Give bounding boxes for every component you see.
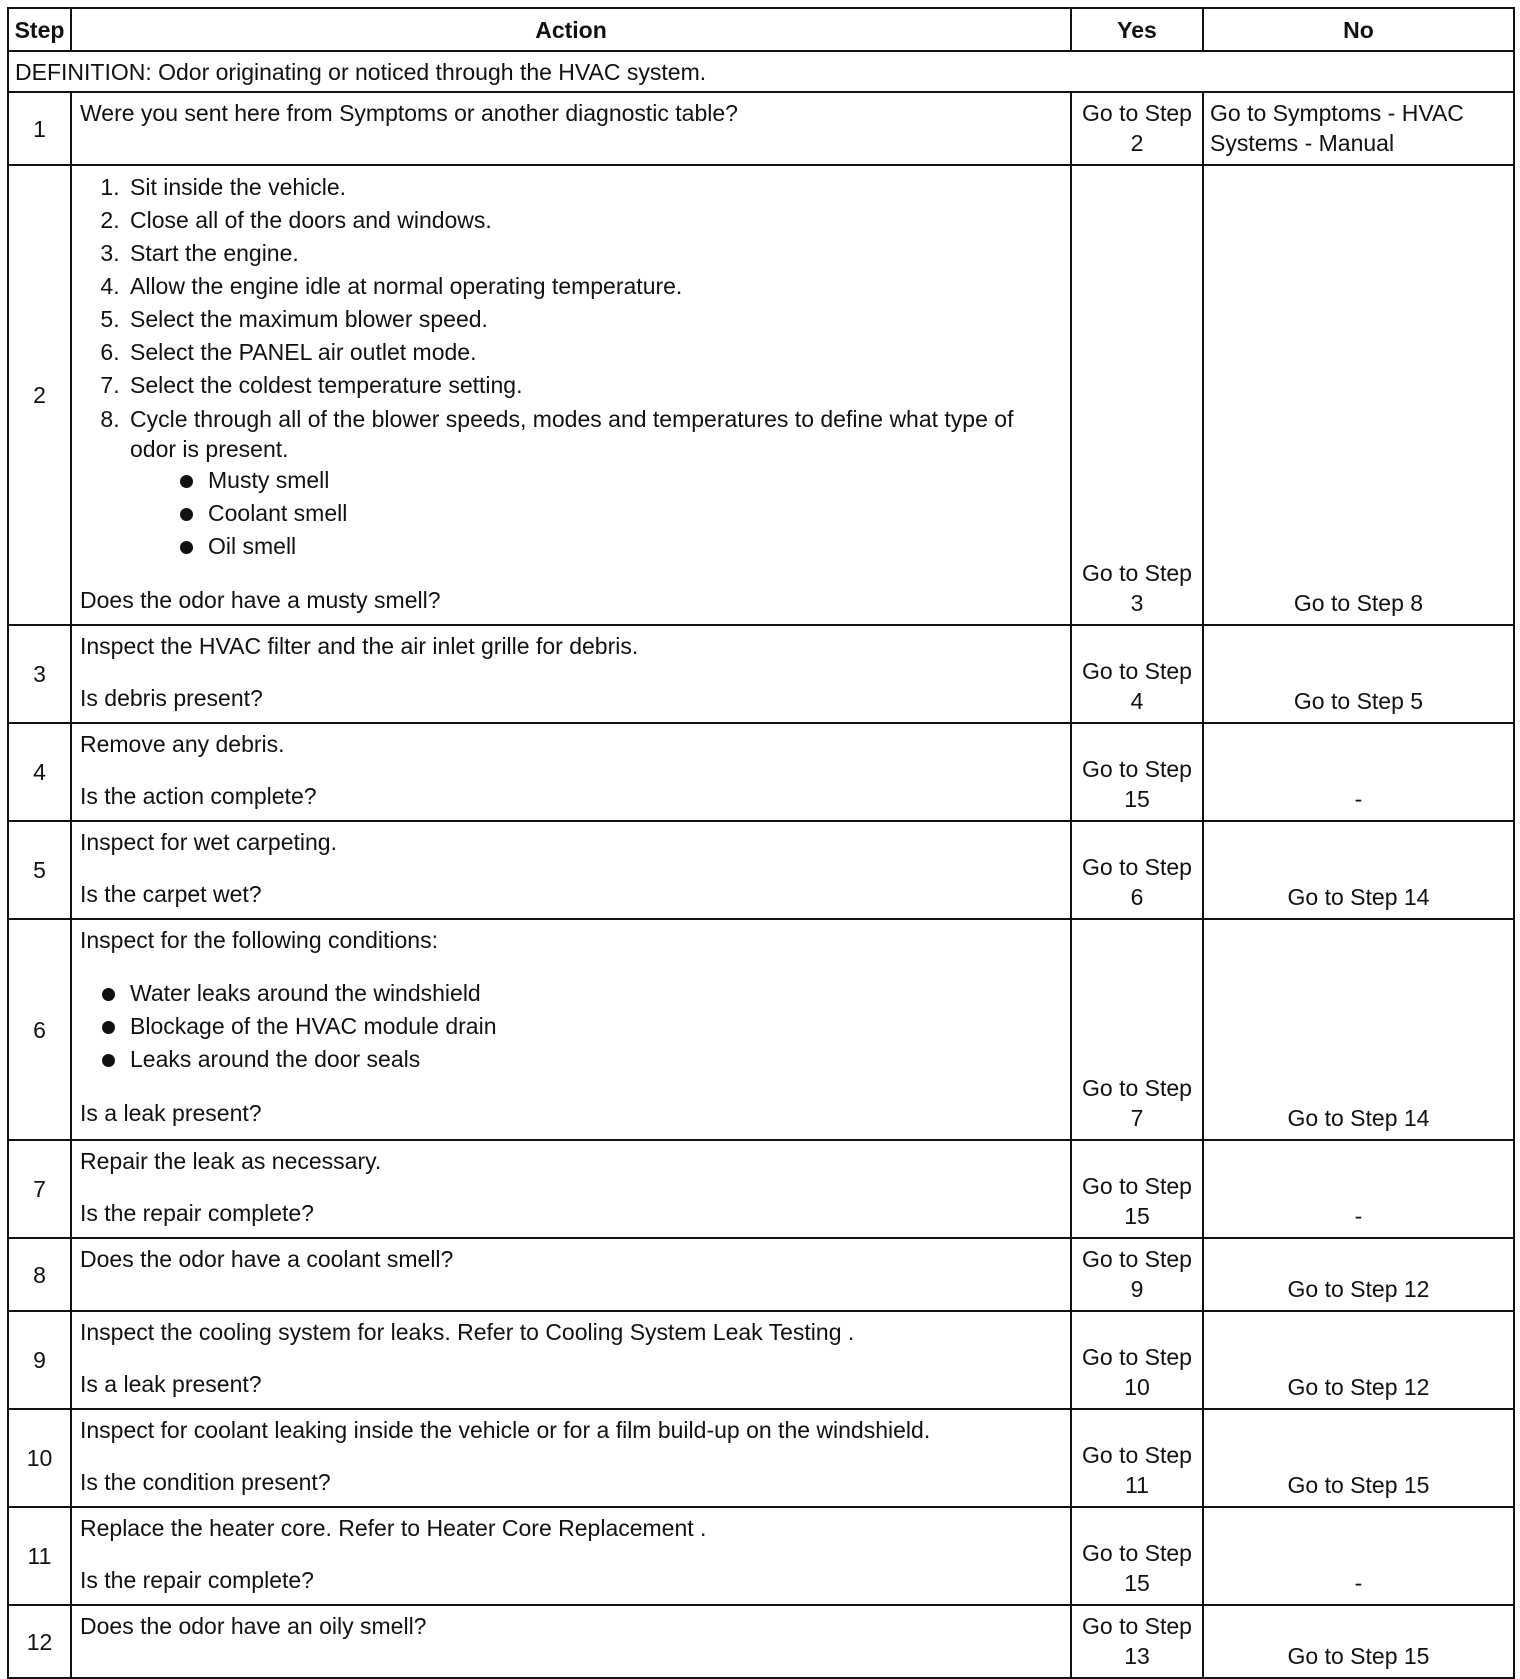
action-text: Inspect for the following conditions: (80, 927, 438, 953)
header-action: Action (71, 8, 1071, 51)
step-number: 1 (8, 92, 71, 165)
no-cell: Go to Step 14 (1203, 821, 1514, 919)
step-number: 6 (8, 919, 71, 1140)
step-number: 12 (8, 1605, 71, 1678)
step-number: 8 (8, 1238, 71, 1311)
question-text: Is the carpet wet? (80, 881, 262, 907)
yes-cell: Go to Step 9 (1071, 1238, 1203, 1311)
condition-list (80, 977, 1064, 1076)
no-cell: Go to Step 8 (1203, 165, 1514, 625)
yes-cell: Go to Step 15 (1071, 1140, 1203, 1238)
step-number: 7 (8, 1140, 71, 1238)
action-cell (71, 165, 1071, 625)
no-cell: - (1203, 1507, 1514, 1605)
table-row (8, 1507, 1514, 1605)
list-item: Coolant smell (178, 497, 1064, 530)
list-item: 3. Start the engine. (126, 237, 1064, 270)
action-text: Inspect for coolant leaking inside the vehicle or for a film build-up on the windshield. (80, 1417, 931, 1443)
step-number: 3 (8, 625, 71, 723)
list-item: Oil smell (178, 530, 1064, 563)
action-cell (71, 1238, 1071, 1311)
header-no: No (1203, 8, 1514, 51)
yes-cell: Go to Step 10 (1071, 1311, 1203, 1409)
definition-text: DEFINITION: Odor originating or noticed through the HVAC system. (8, 51, 1514, 92)
no-cell: Go to Step 15 (1203, 1409, 1514, 1507)
action-cell (71, 92, 1071, 165)
no-cell: Go to Step 15 (1203, 1605, 1514, 1678)
table-row (8, 92, 1514, 165)
list-item: Leaks around the door seals (100, 1043, 1064, 1076)
list-item: Musty smell (178, 464, 1064, 497)
table-row (8, 625, 1514, 723)
action-text: Inspect the HVAC filter and the air inlet grille for debris. (80, 633, 639, 659)
yes-cell: Go to Step 15 (1071, 723, 1203, 821)
header-yes: Yes (1071, 8, 1203, 51)
table-row (8, 919, 1514, 1140)
odor-type-list (130, 464, 1064, 563)
question-text: Does the odor have a musty smell? (80, 587, 441, 613)
action-cell (71, 919, 1071, 1140)
list-item: 5. Select the maximum blower speed. (126, 303, 1064, 336)
question-text: Is debris present? (80, 685, 263, 711)
table-row (8, 1140, 1514, 1238)
action-cell (71, 1507, 1071, 1605)
action-cell (71, 1140, 1071, 1238)
list-item: 6. Select the PANEL air outlet mode. (126, 336, 1064, 369)
action-cell (71, 821, 1071, 919)
action-cell (71, 723, 1071, 821)
action-text: Does the odor have a coolant smell? (80, 1246, 454, 1272)
list-item: 1. Sit inside the vehicle. (126, 171, 1064, 204)
table-row (8, 1605, 1514, 1678)
yes-cell: Go to Step 4 (1071, 625, 1203, 723)
no-cell: Go to Step 12 (1203, 1238, 1514, 1311)
no-cell: Go to Step 14 (1203, 919, 1514, 1140)
action-text: Inspect for wet carpeting. (80, 829, 337, 855)
question-text: Is a leak present? (80, 1100, 262, 1126)
no-cell: - (1203, 1140, 1514, 1238)
table-row (8, 821, 1514, 919)
yes-cell: Go to Step 7 (1071, 919, 1203, 1140)
step-number: 4 (8, 723, 71, 821)
list-item: 2. Close all of the doors and windows. (126, 204, 1064, 237)
table-row (8, 1311, 1514, 1409)
no-cell: Go to Symptoms - HVAC Systems - Manual (1203, 92, 1514, 165)
procedure-list (80, 171, 1064, 563)
no-cell: - (1203, 723, 1514, 821)
question-text: Is the condition present? (80, 1469, 331, 1495)
question-text: Is the repair complete? (80, 1200, 314, 1226)
action-text: Inspect the cooling system for leaks. Refer to Cooling System Leak Testing . (80, 1319, 855, 1345)
step-number: 10 (8, 1409, 71, 1507)
step-number: 11 (8, 1507, 71, 1605)
action-cell (71, 1605, 1071, 1678)
step-number: 5 (8, 821, 71, 919)
yes-cell: Go to Step 2 (1071, 92, 1203, 165)
action-text: Were you sent here from Symptoms or another diagnostic table? (80, 100, 738, 126)
list-item (126, 402, 1064, 563)
action-text: Does the odor have an oily smell? (80, 1613, 427, 1639)
table-row (8, 165, 1514, 625)
list-item: Water leaks around the windshield (100, 977, 1064, 1010)
action-cell (71, 1311, 1071, 1409)
action-cell (71, 625, 1071, 723)
step-number: 9 (8, 1311, 71, 1409)
action-text: Repair the leak as necessary. (80, 1148, 382, 1174)
question-text: Is the action complete? (80, 783, 317, 809)
step-number: 2 (8, 165, 71, 625)
yes-cell: Go to Step 15 (1071, 1507, 1203, 1605)
header-step: Step (8, 8, 71, 51)
table-row (8, 1409, 1514, 1507)
diagnostic-table (7, 7, 1515, 1679)
list-item: Blockage of the HVAC module drain (100, 1010, 1064, 1043)
definition-row (8, 51, 1514, 92)
action-text: Remove any debris. (80, 731, 285, 757)
action-cell (71, 1409, 1071, 1507)
question-text: Is the repair complete? (80, 1567, 314, 1593)
header-row (8, 8, 1514, 51)
yes-cell: Go to Step 11 (1071, 1409, 1203, 1507)
list-item: 4. Allow the engine idle at normal operating temperature. (126, 270, 1064, 303)
list-item-text: Cycle through all of the blower speeds, modes and temperatures to define what type of odor is present. (130, 406, 1014, 462)
table-row (8, 1238, 1514, 1311)
yes-cell: Go to Step 6 (1071, 821, 1203, 919)
list-item: 7. Select the coldest temperature setting. (126, 369, 1064, 402)
table-row (8, 723, 1514, 821)
question-text: Is a leak present? (80, 1371, 262, 1397)
action-text: Replace the heater core. Refer to Heater Core Replacement . (80, 1515, 707, 1541)
no-cell: Go to Step 12 (1203, 1311, 1514, 1409)
yes-cell: Go to Step 13 (1071, 1605, 1203, 1678)
yes-cell: Go to Step 3 (1071, 165, 1203, 625)
no-cell: Go to Step 5 (1203, 625, 1514, 723)
